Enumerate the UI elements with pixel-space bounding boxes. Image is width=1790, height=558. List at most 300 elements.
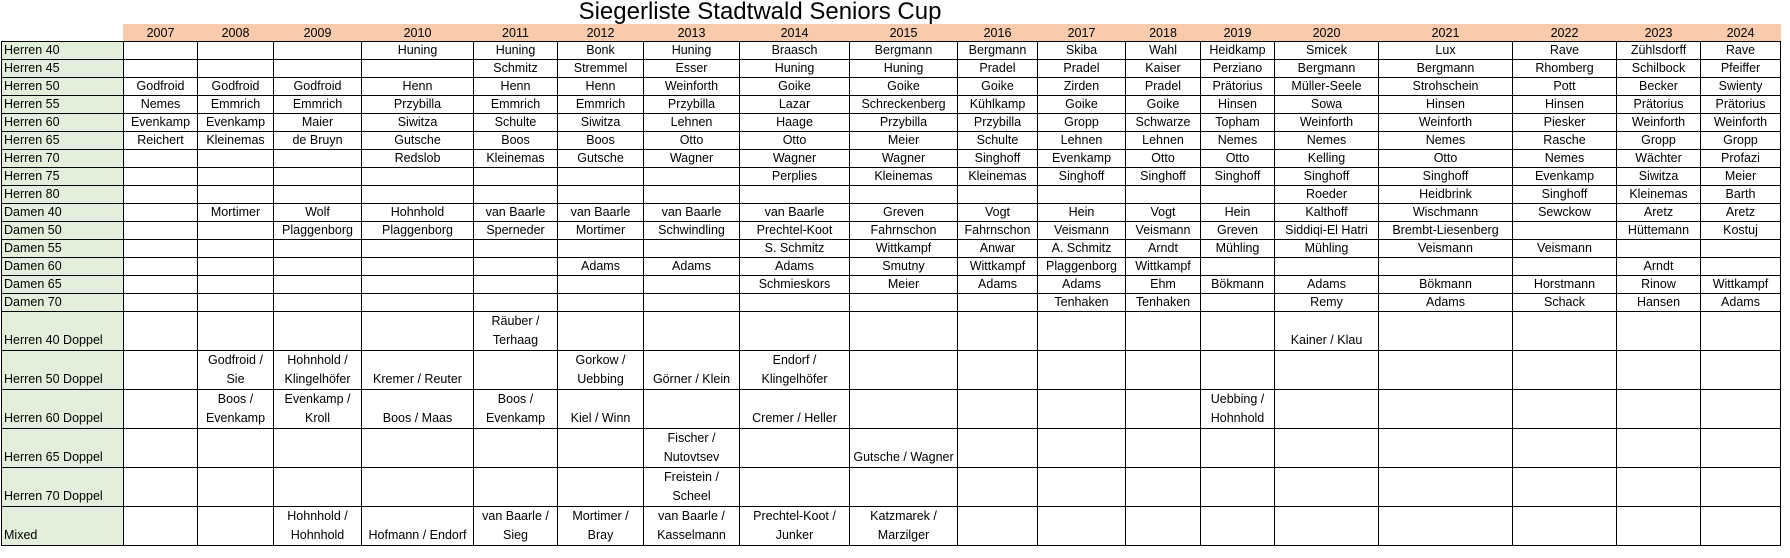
winner-cell: Arndt [1617, 258, 1701, 276]
winner-cell [644, 390, 740, 429]
winner-cell: Zühlsdorff [1617, 42, 1701, 60]
winner-cell: Heidbrink [1379, 186, 1513, 204]
winner-cell [1201, 468, 1275, 507]
winner-cell [198, 468, 274, 507]
winner-cell: Prechtel-Koot / Junker [740, 507, 850, 546]
winner-cell [1275, 507, 1379, 546]
winner-cell: Barth [1701, 186, 1781, 204]
winner-cell [1275, 351, 1379, 390]
winner-cell [1513, 222, 1617, 240]
winner-cell: A. Schmitz [1038, 240, 1126, 258]
winner-cell: Schreckenberg [850, 96, 958, 114]
winner-cell [1617, 351, 1701, 390]
winner-cell: S. Schmitz [740, 240, 850, 258]
winner-cell [1201, 294, 1275, 312]
category-label: Herren 55 [2, 96, 124, 114]
winner-cell [1126, 390, 1201, 429]
winner-cell: Kostuj [1701, 222, 1781, 240]
winner-cell [1701, 429, 1781, 468]
category-label: Herren 60 Doppel [2, 390, 124, 429]
winner-cell: Weinforth [1275, 114, 1379, 132]
category-label: Damen 40 [2, 204, 124, 222]
winner-cell: Weinforth [1617, 114, 1701, 132]
winner-cell: Otto [1379, 150, 1513, 168]
table-row [2, 96, 1781, 114]
winner-cell: Huning [740, 60, 850, 78]
winner-cell [274, 258, 362, 276]
winner-cell [124, 507, 198, 546]
winner-cell: Singhoff [1275, 168, 1379, 186]
winner-cell: Gutsche [558, 150, 644, 168]
year-header: 2016 [958, 25, 1038, 42]
winner-cell [1513, 258, 1617, 276]
winner-cell: Perplies [740, 168, 850, 186]
winner-cell: Przybilla [644, 96, 740, 114]
winner-cell: Fahrnschon [850, 222, 958, 240]
winner-cell: Schwarze [1126, 114, 1201, 132]
winner-cell: Freistein / Scheel [644, 468, 740, 507]
winner-cell: Evenkamp [124, 114, 198, 132]
winner-cell: Braasch [740, 42, 850, 60]
winner-cell [1379, 312, 1513, 351]
sheet-title: Siegerliste Stadtwald Seniors Cup [578, 0, 942, 25]
winner-cell [558, 186, 644, 204]
winner-cell: Rasche [1513, 132, 1617, 150]
winner-cell: Emmrich [198, 96, 274, 114]
winner-cell [362, 276, 474, 294]
winner-cell: Ehm [1126, 276, 1201, 294]
category-label: Herren 70 [2, 150, 124, 168]
winner-cell [1617, 240, 1701, 258]
category-label: Damen 55 [2, 240, 124, 258]
winner-cell: Hohnhold [362, 204, 474, 222]
table-row [2, 258, 1781, 276]
winner-cell [124, 42, 198, 60]
winner-cell [850, 390, 958, 429]
winner-cell [474, 351, 558, 390]
winner-cell [274, 276, 362, 294]
winner-cell [644, 276, 740, 294]
winner-cell [1701, 468, 1781, 507]
winner-cell [1038, 351, 1126, 390]
winner-cell: Zirden [1038, 78, 1126, 96]
winner-cell: Weinforth [644, 78, 740, 96]
winner-cell [274, 42, 362, 60]
winner-cell: Kleinemas [1617, 186, 1701, 204]
winner-cell [740, 312, 850, 351]
category-label: Herren 65 Doppel [2, 429, 124, 468]
category-label: Herren 40 Doppel [2, 312, 124, 351]
winner-cell: Bergmann [1275, 60, 1379, 78]
winner-cell [274, 150, 362, 168]
winner-cell: Otto [740, 132, 850, 150]
winner-cell: Cremer / Heller [740, 390, 850, 429]
winner-cell [958, 468, 1038, 507]
winner-cell: Plaggenborg [274, 222, 362, 240]
winner-cell: Schmitz [474, 60, 558, 78]
winner-cell [1038, 429, 1126, 468]
winner-cell [1617, 429, 1701, 468]
winner-cell: Pradel [1126, 78, 1201, 96]
year-header: 2011 [474, 25, 558, 42]
winner-cell [1617, 312, 1701, 351]
winner-cell: Sowa [1275, 96, 1379, 114]
winner-cell [474, 240, 558, 258]
winner-cell [850, 351, 958, 390]
year-header: 2019 [1201, 25, 1275, 42]
winner-cell: Piesker [1513, 114, 1617, 132]
winner-cell: Roeder [1275, 186, 1379, 204]
winner-cell [474, 429, 558, 468]
winner-cell: Siwitza [1617, 168, 1701, 186]
winner-cell: Nemes [1275, 132, 1379, 150]
winner-cell [198, 258, 274, 276]
winner-cell: Hansen [1617, 294, 1701, 312]
winner-cell [362, 429, 474, 468]
winner-cell: Gropp [1701, 132, 1781, 150]
winner-cell: Mühling [1201, 240, 1275, 258]
winner-cell: Brembt-Liesenberg [1379, 222, 1513, 240]
winner-cell: Wagner [644, 150, 740, 168]
winner-cell: Heidkamp [1201, 42, 1275, 60]
winner-cell: Veismann [1379, 240, 1513, 258]
winner-cell [1126, 468, 1201, 507]
table-row [2, 132, 1781, 150]
table-row [2, 294, 1781, 312]
winner-cell [644, 312, 740, 351]
winner-cell [198, 507, 274, 546]
winner-cell: Pfeiffer [1701, 60, 1781, 78]
winner-cell: Huning [362, 42, 474, 60]
winner-cell [198, 240, 274, 258]
winner-cell: Schack [1513, 294, 1617, 312]
winner-cell: Anwar [958, 240, 1038, 258]
winner-cell [1617, 507, 1701, 546]
winner-cell: Esser [644, 60, 740, 78]
winner-cell: Uebbing / Hohnhold [1201, 390, 1275, 429]
winner-cell [1201, 429, 1275, 468]
winner-cell [124, 294, 198, 312]
winner-cell [558, 312, 644, 351]
winner-cell [1701, 351, 1781, 390]
winner-cell [124, 186, 198, 204]
winner-cell: Siwitza [558, 114, 644, 132]
winner-cell: Godfroid [124, 78, 198, 96]
winner-cell [1126, 507, 1201, 546]
winner-cell: Wächter [1617, 150, 1701, 168]
winner-cell [1038, 186, 1126, 204]
winner-cell: Bergmann [1379, 60, 1513, 78]
winner-cell [1275, 258, 1379, 276]
winner-cell: Bonk [558, 42, 644, 60]
winner-cell [1038, 507, 1126, 546]
winner-cell: Singhoff [1038, 168, 1126, 186]
winner-cell: van Baarle [558, 204, 644, 222]
winner-cell: Gorkow / Uebbing [558, 351, 644, 390]
winner-cell: Greven [1201, 222, 1275, 240]
winner-cell: Singhoff [1201, 168, 1275, 186]
winner-cell: Adams [644, 258, 740, 276]
winner-cell: Przybilla [362, 96, 474, 114]
winner-cell: Prechtel-Koot [740, 222, 850, 240]
winner-cell: Wittkampf [850, 240, 958, 258]
winner-cell [1701, 312, 1781, 351]
winner-cell: Greven [850, 204, 958, 222]
winner-cell [198, 294, 274, 312]
winner-cell [1201, 312, 1275, 351]
winner-cell: Rave [1513, 42, 1617, 60]
winner-cell [124, 312, 198, 351]
winner-cell: Wittkampf [958, 258, 1038, 276]
winner-cell [1379, 507, 1513, 546]
winner-cell: Evenkamp [1513, 168, 1617, 186]
winner-cell: Kiel / Winn [558, 390, 644, 429]
winner-cell: Bökmann [1379, 276, 1513, 294]
winner-cell: Hein [1038, 204, 1126, 222]
winner-cell: Wischmann [1379, 204, 1513, 222]
winner-cell: Wolf [274, 204, 362, 222]
year-header: 2012 [558, 25, 644, 42]
winner-cell: Lehnen [1126, 132, 1201, 150]
table-row [2, 390, 1781, 429]
winner-cell: Hinsen [1379, 96, 1513, 114]
category-label: Herren 70 Doppel [2, 468, 124, 507]
winner-cell: Mortimer [558, 222, 644, 240]
winner-cell [474, 468, 558, 507]
winner-cell [1513, 507, 1617, 546]
winner-cell: Remy [1275, 294, 1379, 312]
year-header: 2007 [124, 25, 198, 42]
winner-cell: Boos [474, 132, 558, 150]
winner-cell [274, 168, 362, 186]
winner-cell: Veismann [1038, 222, 1126, 240]
winner-cell: Goike [1126, 96, 1201, 114]
winner-cell: Görner / Klein [644, 351, 740, 390]
winner-cell [474, 276, 558, 294]
winner-cell: Smicek [1275, 42, 1379, 60]
winner-cell [958, 294, 1038, 312]
winner-cell: Smutny [850, 258, 958, 276]
winner-cell [1126, 351, 1201, 390]
year-header: 2018 [1126, 25, 1201, 42]
winner-cell: Bergmann [958, 42, 1038, 60]
winner-cell [274, 294, 362, 312]
winner-cell: Schmieskors [740, 276, 850, 294]
winner-cell: Perziano [1201, 60, 1275, 78]
category-label: Mixed [2, 507, 124, 546]
winner-cell [1126, 312, 1201, 351]
winner-cell [198, 60, 274, 78]
winner-cell: Kleinemas [198, 132, 274, 150]
winner-cell [1513, 429, 1617, 468]
header-corner [2, 25, 124, 42]
year-header: 2013 [644, 25, 740, 42]
winner-cell: Boos / Evenkamp [198, 390, 274, 429]
winner-cell: Bergmann [850, 42, 958, 60]
header-row [2, 25, 1781, 42]
winner-cell: Rhomberg [1513, 60, 1617, 78]
winner-cell: Adams [1275, 276, 1379, 294]
winner-cell: Adams [958, 276, 1038, 294]
winner-cell [850, 312, 958, 351]
winner-cell: Meier [1701, 168, 1781, 186]
winner-cell [124, 60, 198, 78]
winner-cell [198, 312, 274, 351]
winner-cell: Boos [558, 132, 644, 150]
table-row [2, 204, 1781, 222]
winner-cell: Adams [1038, 276, 1126, 294]
winner-cell [198, 276, 274, 294]
winner-cell: Topham [1201, 114, 1275, 132]
category-label: Herren 60 [2, 114, 124, 132]
winner-cell: Kelling [1275, 150, 1379, 168]
winner-cell: Goike [850, 78, 958, 96]
winner-cell [274, 186, 362, 204]
year-header: 2020 [1275, 25, 1379, 42]
winner-cell: Adams [558, 258, 644, 276]
winner-cell [362, 168, 474, 186]
winner-cell: Godfroid / Sie [198, 351, 274, 390]
winner-cell: Hüttemann [1617, 222, 1701, 240]
winner-cell [474, 168, 558, 186]
winner-cell: Adams [740, 258, 850, 276]
winner-cell: Emmrich [474, 96, 558, 114]
winner-cell [1038, 468, 1126, 507]
winner-cell: Veismann [1126, 222, 1201, 240]
winner-cell [958, 312, 1038, 351]
winner-cell [362, 60, 474, 78]
winner-cell: Otto [644, 132, 740, 150]
winner-cell [274, 312, 362, 351]
winner-cell [124, 276, 198, 294]
year-header: 2022 [1513, 25, 1617, 42]
winner-cell [1617, 390, 1701, 429]
winner-cell: Goike [1038, 96, 1126, 114]
winner-cell: Aretz [1617, 204, 1701, 222]
winner-cell: Goike [958, 78, 1038, 96]
table-row [2, 507, 1781, 546]
winner-cell [362, 186, 474, 204]
winner-cell [198, 186, 274, 204]
table-row [2, 168, 1781, 186]
winner-cell [362, 258, 474, 276]
winner-cell [1513, 312, 1617, 351]
winner-cell [1379, 351, 1513, 390]
category-label: Damen 65 [2, 276, 124, 294]
winner-cell: Plaggenborg [1038, 258, 1126, 276]
year-header: 2021 [1379, 25, 1513, 42]
winner-cell: Nemes [1201, 132, 1275, 150]
winner-cell [198, 222, 274, 240]
winner-cell: Evenkamp [1038, 150, 1126, 168]
winner-cell: Becker [1617, 78, 1701, 96]
winner-cell: Nemes [1379, 132, 1513, 150]
winner-cell [124, 150, 198, 168]
winner-cell [1379, 468, 1513, 507]
category-label: Herren 45 [2, 60, 124, 78]
winner-cell [558, 429, 644, 468]
winner-cell [644, 168, 740, 186]
winner-cell: Huning [474, 42, 558, 60]
winner-cell [1701, 258, 1781, 276]
winner-cell: Boos / Maas [362, 390, 474, 429]
winner-cell: Räuber / Terhaag [474, 312, 558, 351]
category-label: Herren 75 [2, 168, 124, 186]
winner-cell: Gutsche / Wagner [850, 429, 958, 468]
winner-cell: Evenkamp / Kroll [274, 390, 362, 429]
winner-cell [274, 60, 362, 78]
year-header: 2014 [740, 25, 850, 42]
winner-cell [740, 468, 850, 507]
table-row [2, 429, 1781, 468]
winner-cell: Gropp [1038, 114, 1126, 132]
category-label: Damen 60 [2, 258, 124, 276]
winner-cell: Schulte [958, 132, 1038, 150]
winner-cell: Bökmann [1201, 276, 1275, 294]
winner-cell: Haage [740, 114, 850, 132]
winner-cell [1275, 390, 1379, 429]
winner-cell: Emmrich [558, 96, 644, 114]
winner-cell [124, 204, 198, 222]
winner-cell [1201, 258, 1275, 276]
winner-cell [1201, 507, 1275, 546]
year-header: 2009 [274, 25, 362, 42]
category-label: Herren 50 Doppel [2, 351, 124, 390]
winner-cell: de Bruyn [274, 132, 362, 150]
winner-cell: Henn [558, 78, 644, 96]
year-header: 2015 [850, 25, 958, 42]
winner-cell [1201, 351, 1275, 390]
winner-cell: Rinow [1617, 276, 1701, 294]
table-row [2, 186, 1781, 204]
winner-cell: Wagner [850, 150, 958, 168]
winner-cell [1513, 351, 1617, 390]
category-label: Herren 50 [2, 78, 124, 96]
winner-cell: Kainer / Klau [1275, 312, 1379, 351]
winner-cell [362, 294, 474, 312]
year-header: 2017 [1038, 25, 1126, 42]
winner-cell: Weinforth [1701, 114, 1781, 132]
winner-cell [198, 168, 274, 186]
winner-cell [850, 468, 958, 507]
winner-cell [474, 294, 558, 312]
winner-cell [362, 312, 474, 351]
winner-cell: Singhoff [1379, 168, 1513, 186]
winner-cell: Pott [1513, 78, 1617, 96]
year-header: 2010 [362, 25, 474, 42]
winner-cell [1701, 240, 1781, 258]
winner-cell [1701, 390, 1781, 429]
winner-cell: Lehnen [644, 114, 740, 132]
winner-cell: Singhoff [1513, 186, 1617, 204]
winner-cell: Lehnen [1038, 132, 1126, 150]
winner-cell [1513, 390, 1617, 429]
winner-cell: Tenhaken [1126, 294, 1201, 312]
winner-cell: Skiba [1038, 42, 1126, 60]
winner-cell: Przybilla [958, 114, 1038, 132]
winner-cell: Mortimer [198, 204, 274, 222]
winner-cell [124, 222, 198, 240]
winner-cell: Meier [850, 132, 958, 150]
category-label: Herren 65 [2, 132, 124, 150]
winner-cell [558, 468, 644, 507]
winner-cell [958, 351, 1038, 390]
winner-cell: Meier [850, 276, 958, 294]
winner-cell: Lux [1379, 42, 1513, 60]
winner-cell: Hohnhold / Klingelhöfer [274, 351, 362, 390]
winner-cell [1126, 186, 1201, 204]
winner-cell: Gutsche [362, 132, 474, 150]
